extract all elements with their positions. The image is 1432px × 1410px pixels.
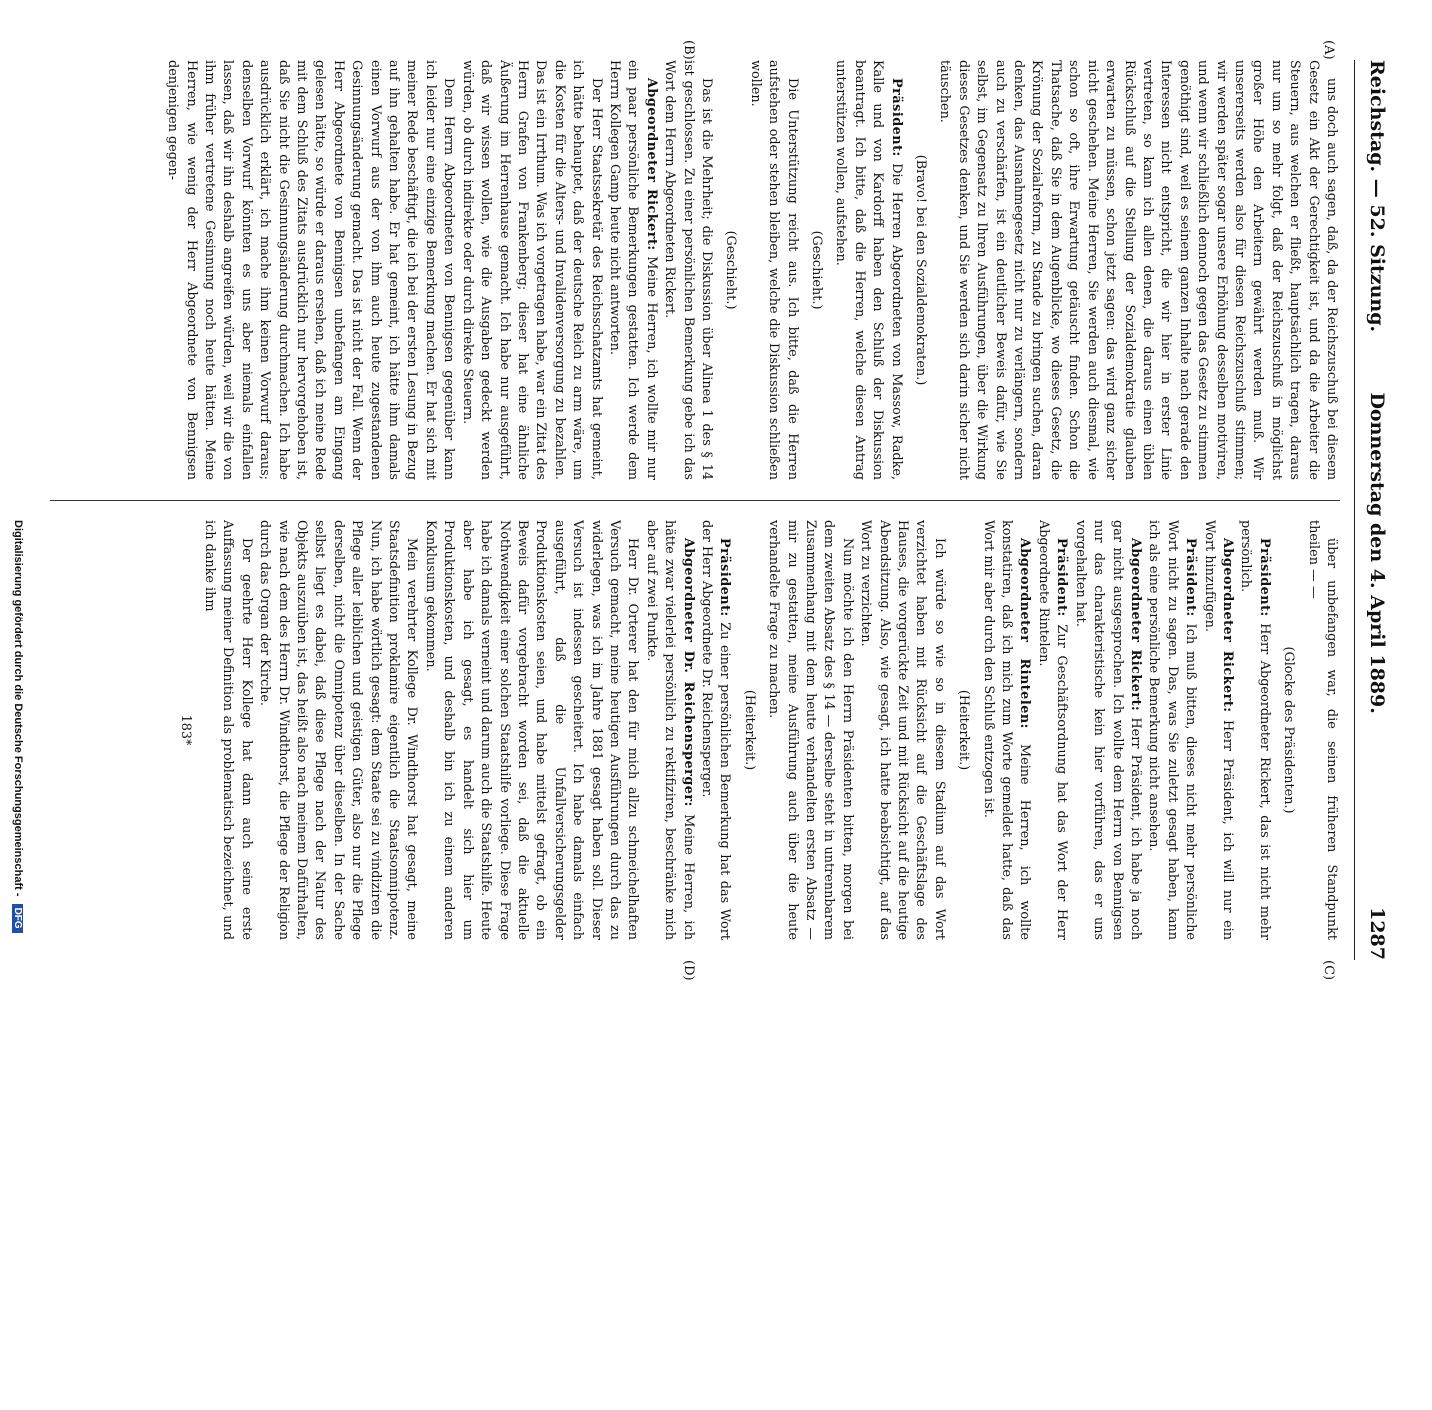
paragraph-text: Die Unterstützung reicht aus. Ich bitte, daß die Herren aufstehen oder stehen bleiben, welche die Diskussion schließen wollen.	[747, 60, 800, 480]
stage-direction: (Heiterkeit.)	[956, 689, 972, 771]
paragraph-text: Meine Herren, ich wollte konstatiren, daß ich mich zum Worte gemeldet hatte, daß das Wort mir aber durch den Schluß entzogen ist.	[980, 520, 1033, 940]
stage-direction: (Geschieht.)	[809, 230, 825, 310]
paragraph-text: Der Herr Staatssekretär des Reichsschatzamts hat gemeint, ich hätte behauptet, daß der deutsche Reich zu arm wäre, um die Kosten für die Alters- und Invalidenversorgung zu bezahlen. Das ist ein Irrthum. Was ich vorgetragen habe, war ein Zitat des Herrn Grafen von Frankenberg; dieser hat eine ähnliche Äußerung im Herrenhause gemacht. Ich habe nur ausgeführt, daß wir wissen wollen, wie die Ausgaben gedeckt werden würden, ob durch indirekte oder durch direkte Steuern.	[459, 60, 604, 480]
speaker-name: Präsident:	[888, 78, 904, 157]
paragraph	[605, 60, 660, 480]
paragraph	[163, 60, 458, 480]
stage-direction: (Glocke des Präsidenten.)	[1281, 646, 1297, 814]
header-date-text: Donnerstag den 4. April 1889.	[1366, 392, 1388, 714]
paragraph-text: Meine Herren, ich hätte zwar vielerlei persönlich zu rektifiziren, beschränke mich aber auf zwei Punkte.	[643, 520, 696, 940]
margin-marker-a: (A)	[1321, 40, 1336, 60]
paragraph	[255, 520, 421, 940]
paragraph-text: Ich würde so wie so in diesem Stadium auf das Wort verzichtet haben mit Rücksicht auf die Geschäftslage des Hauses, die vorgerückte Zeit und mit Rücksicht auf die heutige Abendsitzung. Also, wie gesagt, ich hatte beabsichtigt, auf das Wort zu verzichten.	[858, 520, 947, 940]
paragraph	[200, 520, 255, 940]
paragraph-text: Das ist die Mehrheit; die Diskussion über Alinea 1 des § 14 ist geschlossen. Zu einer persönlichen Bemerkung gebe ich das Wort dem Herrn Abgeordneten Rickert.	[662, 60, 714, 480]
paragraph	[1144, 520, 1199, 940]
stage-direction: (Heiterkeit.)	[741, 689, 757, 771]
stage-direction: (Bravo! bei den Sozialdemokraten.)	[913, 154, 929, 386]
paragraph	[641, 520, 696, 940]
paragraph	[1034, 520, 1071, 940]
paragraph-text: Ich muß bitten, dieses nicht mehr persönliche Wort nicht zu sagen. Das, was Sie zuletzt gesagt haben, kann ich als eine persönliche Bemerkung nicht ansehen.	[1146, 520, 1199, 940]
speaker-name: Präsident:	[1054, 538, 1070, 617]
paragraph-text: Nun möchte ich den Herrn Präsidenten bitten, morgen bei dem zweiten Absatz des § 14 — derselbe steht in untrennbarem Zusammenhang mit dem heute verhandelten ersten Absatz — mir zu gestatten, meine Ausführung auch über die heute verhandelte Frage zu machen.	[766, 520, 855, 940]
paragraph-text: Zu einer persönlichen Bemerkung hat das Wort der Herr Abgeordnete Dr. Reichensperger.	[699, 520, 733, 940]
right-column	[50, 520, 1340, 940]
stage-direction: (Geschieht.)	[723, 230, 739, 310]
paragraph-text: Zur Geschäftsordnung hat das Wort der Herr Abgeordnete Rintelen.	[1035, 520, 1070, 940]
paragraph-text: uns doch auch sagen, daß, da der Reichszuschuß bei diesem Gesetz ein Akt der Gerechtigkeit ist, und da die Arbeiter die Steuern, aus welchen er fließt, hauptsächlich tragen, daraus nur um so mehr folgt, daß der Reichszuschuß in möglichst großer Höhe den Arbeitern gewährt werden muß. Wir unsererseits werden also für diesen Reichszuschuß stimmen; wir werden später sogar unsere Erhöhung desselben motiviren, und wenn wir schließlich dennoch gegen das Gesetz zu stimmen genöthigt sind, weil es seinem ganzen Inhalte nach gerade den Interessen nicht entspricht, die wir hier in erster Linie vertreten, so kann ich allen denen, die daraus einen üblen Rückschluß auf die Stellung der Sozialdemokratie glauben erwarten zu müssen, schon jetzt sagen: das wird ganz sicher nicht geschehen. Meine Herren, Sie werden auch diesmal, wie schon so oft, ihre Erwartung getäuscht finden. Schon die Thatsache, daß Sie in dem Augenblicke, wo dieses Gesetz, die Krönung der Sozialreform, zu Stande zu bringen suchen, daran denken, das Ausnahmegesetz nicht nur zu verlängern, sondern auch zu verschärfen, ist ein deutlicher Beweis dafür, wie Sie selbst, im Gegensatz zu Ihren Ausführungen, über die Wirkung dieses Gesetzes denken, und Sie werden sich darin sicher nicht täuschen.	[937, 60, 1339, 480]
dfg-badge: DFG	[12, 904, 23, 933]
paragraph-text: über unbefangen war, die seinen früheren Standpunkt theilen — —	[1305, 520, 1339, 940]
margin-marker-d: (D)	[681, 960, 696, 981]
speaker-name: Abgeordneter Rickert:	[1219, 538, 1235, 713]
paragraph-text: Dem Herrn Abgeordneten von Bennigsen gegenüber kann ich leider nur eine einzige Bemerkung machen. Er hat sich mit meiner Rede beschäftigt, die ich bei der ersten Lesung in Bezug auf ihn gehalten habe. Er hat gemeint, ich hätte ihm damals einen Vorwurf aus der von ihm auch heute zugestandenen Gesinnungsänderung gemacht. Das ist nicht der Fall. Wenn der Herr Abgeordnete von Bennigsen unbefangen am Eingang gelesen hätte, so würde er daraus ersehen, daß ich meine Rede mit dem Schluß des Zitats ausdrücklich nur hervorgehoben ist, daß Sie nicht die Gesinnungsänderung durchmachen. Ich habe ausdrücklich erklärt, ich mache ihm keinen Vorwurf daraus; denselben Vorwurf könnten es uns aber niemals einfallen lassen, daß wir ihn deshalb angreifen würden, weil wir die von ihm früher vertretene Gesinnung noch heute hätten. Meine Herren, wie wenig der Herr Abgeordnete von Bennigsen denjenigen gegen-	[165, 60, 457, 480]
paragraph	[1199, 520, 1236, 940]
paragraph	[1070, 520, 1144, 940]
paragraph	[421, 520, 642, 940]
margin-marker-c: (C)	[1321, 960, 1336, 981]
paragraph	[457, 60, 604, 480]
speaker-name: Abgeordneter Rickert:	[1127, 538, 1143, 712]
page-footer	[12, 520, 24, 1410]
paragraph	[1236, 520, 1273, 940]
margin-marker-b: (B)	[681, 40, 696, 60]
paragraph	[831, 60, 905, 480]
paragraph-text: Herr Abgeordneter Rickert, das ist nicht mehr persönlich.	[1238, 520, 1272, 940]
paragraph-text: Herr Präsident, ich habe ja noch gar nicht ausgesprochen. Ich wollte dem Herrn von Bennigsen nur das charakteristische kein hier vorführen, das er uns vorgehalten hat.	[1072, 520, 1143, 940]
paragraph	[764, 520, 856, 940]
footer-credit: Digitalisierung gefördert durch die Deutsche Forschungsgemeinschaft -	[12, 520, 24, 897]
header-rule	[1354, 60, 1355, 960]
paragraph	[697, 520, 734, 940]
speaker-name: Abgeordneter Rickert:	[643, 78, 659, 251]
stage-direction: 183*	[177, 714, 193, 746]
paragraph-text: Meine Herren, ich wollte mir nur ein paar persönliche Bemerkungen gestatten. Ich werde dem Herrn Kollegen Gamp heute nicht antworten.	[606, 60, 659, 480]
header-date	[1366, 392, 1388, 960]
speaker-name: Abgeordneter Dr. Reichensperger:	[680, 538, 696, 807]
page-header	[1354, 60, 1394, 960]
paragraph	[935, 60, 1340, 480]
paragraph-text: Herr Präsident, ich will nur ein Wort hinzufügen.	[1201, 520, 1235, 940]
paragraph	[978, 520, 1033, 940]
speaker-name: Präsident:	[717, 538, 733, 617]
paragraph	[856, 520, 948, 940]
paragraph	[1303, 520, 1340, 940]
speaker-name: Präsident:	[1183, 538, 1199, 617]
column-divider	[50, 500, 1340, 501]
speaker-name: Abgeordneter Rintelen:	[1017, 538, 1033, 729]
header-session: Reichstag. — 52. Sitzung.	[1366, 60, 1388, 333]
paragraph	[745, 60, 800, 480]
page-number: 1287	[1366, 907, 1388, 960]
paragraph-text: Mein verehrter Kollege Dr. Windthorst hat gesagt, meine Staatsdefinition proklamire eigentlich die Staatsomnipotenz. Nun, ich habe wörtlich gesagt: dem Staate sei zu vindiziren die Pflege aller leiblichen und geistigen Güter, also nur die Pflege derselben, nicht die Omnipotenz über dieselben. In der Sache selbst liegt es dabei, daß diese Pflege nach der Natur des Objekts auszuüben ist, das heißt also nach meinem Dafürhalten, wie nach dem des Herrn Dr. Windthorst, die Pflege der Religion durch das Organ der Kirche.	[257, 520, 420, 940]
paragraph	[660, 60, 715, 480]
left-column	[50, 60, 1340, 480]
paragraph-text: Herr Dr. Orterer hat den für mich allzu schmeichelhaften Versuch gemacht, meine heutigen Ausführungen durch das zu widerlegen, was ich im Jahre 1881 gesagt haben soll. Dieser Versuch ist indessen gescheitert. Ich habe damals einfach ausgeführt, daß die Unfallversicherungsgelder Produktionskosten seien, und habe mittelst gefragt, ob ein Beweis dafür vorgebracht worden sei, daß die aktuelle Nothwendigkeit einer solchen Staatshilfe vorliege. Diese Frage habe ich damals verneint und darum auch die Staatshilfe. Heute aber habe ich gesagt, es handelt sich hier um Produktionskosten, und deshalb bin ich zu einem anderen Konklusum gekommen.	[422, 520, 641, 940]
paragraph-text: Die Herren Abgeordneten von Massow, Radke, Kalle und von Kardorff haben den Schluß der Diskussion beantragt. Ich bitte, daß die Herren, welche diesen Antrag unterstützen wollen, aufstehen.	[833, 60, 904, 480]
speaker-name: Präsident:	[1256, 538, 1272, 617]
paragraph-text: Der geehrte Herr Kollege hat dann auch seine erste Auffassung meiner Definition als problematisch bezeichnet, und ich danke ihm	[202, 520, 254, 940]
